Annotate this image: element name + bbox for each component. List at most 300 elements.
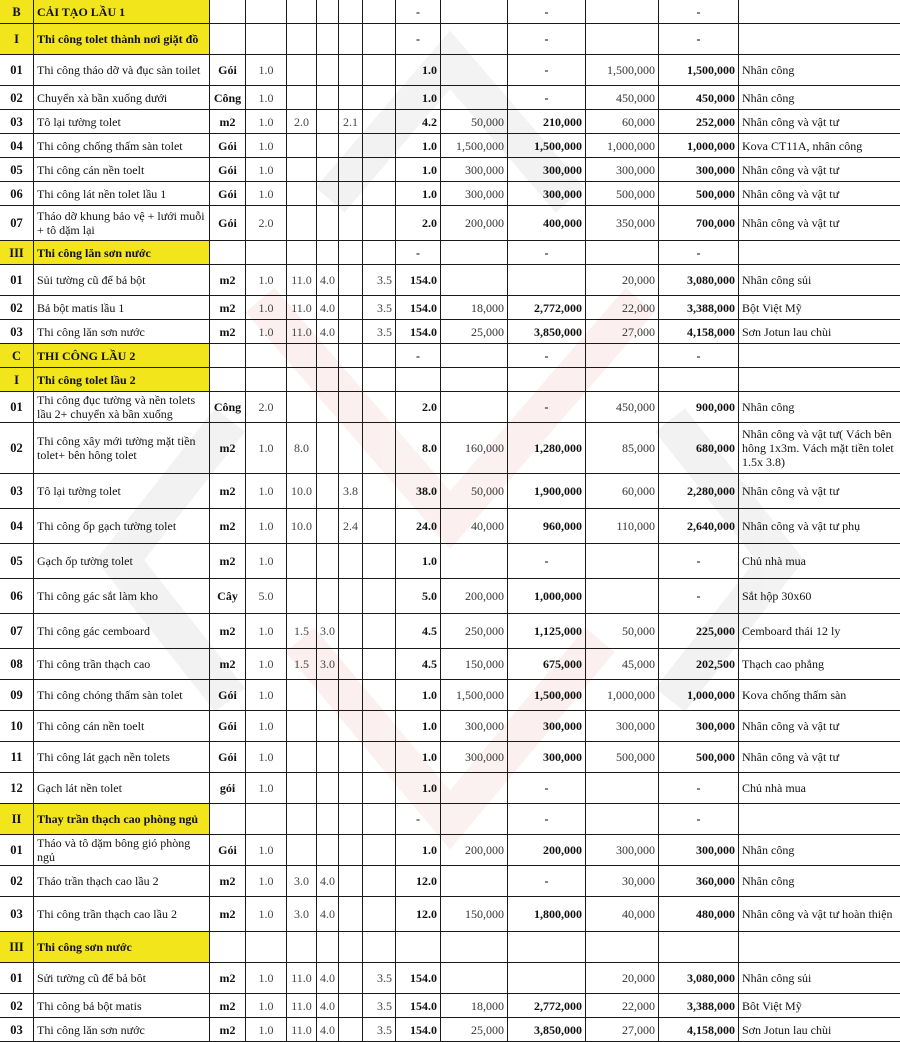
dim-cell bbox=[339, 392, 363, 423]
dim-cell: 4.0 bbox=[317, 994, 339, 1018]
note-cell: Bôt Việt Mỹ bbox=[739, 994, 900, 1018]
dim-cell bbox=[317, 134, 339, 158]
labor-price-cell bbox=[586, 579, 659, 614]
dim-cell: 1.0 bbox=[246, 773, 287, 804]
unit-cell: m2 bbox=[210, 544, 246, 579]
dim-cell: 3.5 bbox=[363, 1018, 396, 1042]
dim-cell bbox=[363, 932, 396, 963]
dim-cell bbox=[363, 344, 396, 368]
item-number: 01 bbox=[0, 392, 34, 423]
item-description: Bả bột matis lầu 1 bbox=[34, 296, 210, 320]
item-number: 07 bbox=[0, 206, 34, 241]
dim-cell: 1.0 bbox=[246, 423, 287, 474]
dim-cell bbox=[339, 24, 363, 55]
table-row bbox=[0, 1018, 900, 1042]
dim-cell bbox=[317, 742, 339, 773]
section-number: III bbox=[0, 932, 34, 963]
labor-total-cell: 252,000 bbox=[659, 110, 739, 134]
dim-cell bbox=[339, 963, 363, 994]
dim-cell: 1.0 bbox=[246, 1018, 287, 1042]
dim-cell bbox=[287, 680, 317, 711]
dim-cell bbox=[363, 474, 396, 509]
table-row bbox=[0, 110, 900, 134]
dim-cell bbox=[287, 86, 317, 110]
quantity-cell: 1.0 bbox=[396, 711, 441, 742]
material-price-cell bbox=[441, 963, 508, 994]
dim-cell bbox=[363, 614, 396, 649]
labor-total-cell: 300,000 bbox=[659, 158, 739, 182]
item-description: Tô lại tường tolet bbox=[34, 474, 210, 509]
quantity-cell: 1.0 bbox=[396, 680, 441, 711]
dim-cell: 2.4 bbox=[339, 509, 363, 544]
labor-price-cell: 27,000 bbox=[586, 1018, 659, 1042]
labor-total-cell: 4,158,000 bbox=[659, 320, 739, 344]
labor-price-cell: 22,000 bbox=[586, 994, 659, 1018]
item-description: Thi công trần thạch cao lầu 2 bbox=[34, 897, 210, 932]
table-row bbox=[0, 649, 900, 680]
material-price-cell: 160,000 bbox=[441, 423, 508, 474]
dim-cell: 11.0 bbox=[287, 320, 317, 344]
material-total-cell: 300,000 bbox=[508, 182, 586, 206]
material-price-cell: 18,000 bbox=[441, 296, 508, 320]
labor-price-cell: 60,000 bbox=[586, 474, 659, 509]
item-description: Thi công gác sắt làm kho bbox=[34, 579, 210, 614]
table-row bbox=[0, 579, 900, 614]
note-cell: Kova chống thấm sàn bbox=[739, 680, 900, 711]
material-total-cell: 3,850,000 bbox=[508, 1018, 586, 1042]
material-total-cell: - bbox=[508, 55, 586, 86]
unit-cell: Cây bbox=[210, 579, 246, 614]
dim-cell bbox=[317, 24, 339, 55]
item-number: 04 bbox=[0, 509, 34, 544]
labor-total-cell bbox=[659, 932, 739, 963]
material-price-cell: 250,000 bbox=[441, 614, 508, 649]
table-row bbox=[0, 680, 900, 711]
table-row bbox=[0, 265, 900, 296]
quantity-cell: 4.5 bbox=[396, 614, 441, 649]
material-total-cell: 300,000 bbox=[508, 158, 586, 182]
section-title: Thi công sơn nước bbox=[34, 932, 210, 963]
table-row bbox=[0, 134, 900, 158]
quantity-cell: 154.0 bbox=[396, 265, 441, 296]
dim-cell bbox=[363, 392, 396, 423]
dim-cell bbox=[317, 182, 339, 206]
dim-cell bbox=[339, 182, 363, 206]
quantity-cell: 1.0 bbox=[396, 55, 441, 86]
quantity-cell: 1.0 bbox=[396, 158, 441, 182]
labor-total-cell: 225,000 bbox=[659, 614, 739, 649]
material-price-cell: 200,000 bbox=[441, 579, 508, 614]
material-total-cell: - bbox=[508, 241, 586, 265]
unit-cell bbox=[210, 344, 246, 368]
note-cell: Nhân công bbox=[739, 55, 900, 86]
item-number: 05 bbox=[0, 544, 34, 579]
labor-total-cell: 500,000 bbox=[659, 182, 739, 206]
material-price-cell: 150,000 bbox=[441, 897, 508, 932]
dim-cell bbox=[363, 773, 396, 804]
labor-price-cell: 50,000 bbox=[586, 614, 659, 649]
item-number: 02 bbox=[0, 296, 34, 320]
section-header-row bbox=[0, 932, 900, 963]
unit-cell: Gói bbox=[210, 134, 246, 158]
material-price-cell bbox=[441, 265, 508, 296]
table-row bbox=[0, 509, 900, 544]
note-cell bbox=[739, 344, 900, 368]
labor-price-cell: 45,000 bbox=[586, 649, 659, 680]
material-total-cell: 1,800,000 bbox=[508, 897, 586, 932]
dim-cell: 1.0 bbox=[246, 474, 287, 509]
dim-cell: 10.0 bbox=[287, 474, 317, 509]
quantity-cell: 154.0 bbox=[396, 320, 441, 344]
dim-cell: 1.0 bbox=[246, 509, 287, 544]
labor-total-cell: 1,500,000 bbox=[659, 55, 739, 86]
material-price-cell bbox=[441, 804, 508, 835]
item-number: 03 bbox=[0, 320, 34, 344]
item-description: Thi công lăn sơn nước bbox=[34, 1018, 210, 1042]
material-price-cell bbox=[441, 0, 508, 24]
labor-price-cell: 20,000 bbox=[586, 963, 659, 994]
dim-cell bbox=[287, 134, 317, 158]
quantity-cell: 1.0 bbox=[396, 742, 441, 773]
labor-total-cell: 360,000 bbox=[659, 866, 739, 897]
dim-cell bbox=[339, 368, 363, 392]
dim-cell bbox=[339, 241, 363, 265]
dim-cell bbox=[363, 368, 396, 392]
unit-cell: m2 bbox=[210, 296, 246, 320]
dim-cell bbox=[363, 55, 396, 86]
dim-cell: 1.5 bbox=[287, 614, 317, 649]
dim-cell: 1.0 bbox=[246, 866, 287, 897]
dim-cell bbox=[339, 344, 363, 368]
unit-cell bbox=[210, 241, 246, 265]
note-cell: Nhân công và vật tư bbox=[739, 182, 900, 206]
item-description: Thi công chống thấm sàn tolet bbox=[34, 134, 210, 158]
labor-total-cell: - bbox=[659, 24, 739, 55]
labor-total-cell: - bbox=[659, 773, 739, 804]
table-row bbox=[0, 994, 900, 1018]
item-number: 11 bbox=[0, 742, 34, 773]
item-number: 05 bbox=[0, 158, 34, 182]
labor-price-cell bbox=[586, 932, 659, 963]
note-cell bbox=[739, 0, 900, 24]
dim-cell: 2.0 bbox=[246, 206, 287, 241]
material-price-cell: 40,000 bbox=[441, 509, 508, 544]
unit-cell: Gói bbox=[210, 711, 246, 742]
section-header-row bbox=[0, 368, 900, 392]
dim-cell bbox=[339, 866, 363, 897]
material-total-cell: 400,000 bbox=[508, 206, 586, 241]
dim-cell bbox=[317, 392, 339, 423]
labor-total-cell: 4,158,000 bbox=[659, 1018, 739, 1042]
labor-total-cell: 2,640,000 bbox=[659, 509, 739, 544]
section-title: THI CÔNG LẦU 2 bbox=[34, 344, 210, 368]
section-number: C bbox=[0, 344, 34, 368]
unit-cell: Công bbox=[210, 392, 246, 423]
table-row bbox=[0, 296, 900, 320]
labor-total-cell: 3,388,000 bbox=[659, 296, 739, 320]
dim-cell: 1.0 bbox=[246, 680, 287, 711]
dim-cell bbox=[287, 804, 317, 835]
dim-cell bbox=[363, 0, 396, 24]
dim-cell bbox=[246, 368, 287, 392]
note-cell bbox=[739, 368, 900, 392]
labor-price-cell: 1,500,000 bbox=[586, 55, 659, 86]
dim-cell bbox=[317, 544, 339, 579]
dim-cell bbox=[246, 0, 287, 24]
section-header-row bbox=[0, 0, 900, 24]
section-title: Thay trần thạch cao phòng ngủ bbox=[34, 804, 210, 835]
note-cell: Sơn Jotun lau chùi bbox=[739, 1018, 900, 1042]
material-price-cell bbox=[441, 368, 508, 392]
table-row bbox=[0, 182, 900, 206]
dim-cell bbox=[287, 158, 317, 182]
dim-cell bbox=[339, 296, 363, 320]
dim-cell: 4.0 bbox=[317, 320, 339, 344]
labor-price-cell: 350,000 bbox=[586, 206, 659, 241]
item-description: Tháo dỡ khung bảo vệ + lưới muỗi + tô dặm lại bbox=[34, 206, 210, 241]
labor-total-cell: - bbox=[659, 804, 739, 835]
note-cell: Nhân công và vật tư bbox=[739, 711, 900, 742]
quantity-cell: 12.0 bbox=[396, 866, 441, 897]
section-number: III bbox=[0, 241, 34, 265]
item-description: Gạch lát nền tolet bbox=[34, 773, 210, 804]
note-cell: Cemboard thái 12 ly bbox=[739, 614, 900, 649]
material-total-cell: - bbox=[508, 392, 586, 423]
section-header-row bbox=[0, 344, 900, 368]
dim-cell bbox=[287, 544, 317, 579]
quantity-cell: 12.0 bbox=[396, 897, 441, 932]
section-number: I bbox=[0, 24, 34, 55]
note-cell: Nhân công sủi bbox=[739, 963, 900, 994]
labor-price-cell bbox=[586, 368, 659, 392]
material-total-cell: 3,850,000 bbox=[508, 320, 586, 344]
labor-total-cell: 3,080,000 bbox=[659, 265, 739, 296]
dim-cell: 1.0 bbox=[246, 134, 287, 158]
dim-cell bbox=[287, 835, 317, 866]
dim-cell bbox=[317, 509, 339, 544]
labor-price-cell: 500,000 bbox=[586, 742, 659, 773]
unit-cell: m2 bbox=[210, 509, 246, 544]
dim-cell bbox=[363, 86, 396, 110]
quantity-cell: 2.0 bbox=[396, 206, 441, 241]
material-total-cell bbox=[508, 932, 586, 963]
dim-cell: 1.0 bbox=[246, 835, 287, 866]
note-cell: Sắt hộp 30x60 bbox=[739, 579, 900, 614]
quantity-cell: 1.0 bbox=[396, 773, 441, 804]
dim-cell bbox=[287, 55, 317, 86]
item-description: Thi công cán nền toelt bbox=[34, 711, 210, 742]
dim-cell bbox=[339, 544, 363, 579]
section-title: Thi công tolet thành nơi giặt đồ bbox=[34, 24, 210, 55]
dim-cell: 1.5 bbox=[287, 649, 317, 680]
material-price-cell: 200,000 bbox=[441, 835, 508, 866]
material-total-cell: 1,500,000 bbox=[508, 680, 586, 711]
dim-cell: 4.0 bbox=[317, 1018, 339, 1042]
dim-cell bbox=[287, 344, 317, 368]
unit-cell: Gói bbox=[210, 835, 246, 866]
dim-cell: 11.0 bbox=[287, 994, 317, 1018]
table-row bbox=[0, 423, 900, 474]
table-row bbox=[0, 711, 900, 742]
item-description: Thi công trần thạch cao bbox=[34, 649, 210, 680]
item-number: 02 bbox=[0, 86, 34, 110]
quantity-cell: - bbox=[396, 241, 441, 265]
quantity-cell: 4.5 bbox=[396, 649, 441, 680]
table-row bbox=[0, 158, 900, 182]
dim-cell bbox=[339, 579, 363, 614]
dim-cell bbox=[246, 24, 287, 55]
dim-cell bbox=[287, 368, 317, 392]
item-number: 03 bbox=[0, 474, 34, 509]
material-price-cell bbox=[441, 544, 508, 579]
note-cell: Bột Việt Mỹ bbox=[739, 296, 900, 320]
labor-price-cell: 500,000 bbox=[586, 182, 659, 206]
dim-cell bbox=[317, 835, 339, 866]
dim-cell: 1.0 bbox=[246, 55, 287, 86]
dim-cell bbox=[317, 579, 339, 614]
dim-cell bbox=[246, 932, 287, 963]
dim-cell: 3.5 bbox=[363, 963, 396, 994]
quantity-cell: 24.0 bbox=[396, 509, 441, 544]
labor-total-cell: 680,000 bbox=[659, 423, 739, 474]
dim-cell: 3.8 bbox=[339, 474, 363, 509]
material-price-cell bbox=[441, 866, 508, 897]
labor-total-cell: 300,000 bbox=[659, 835, 739, 866]
dim-cell: 1.0 bbox=[246, 110, 287, 134]
quantity-cell: 8.0 bbox=[396, 423, 441, 474]
material-price-cell bbox=[441, 344, 508, 368]
dim-cell: 3.0 bbox=[287, 866, 317, 897]
material-total-cell bbox=[508, 368, 586, 392]
quantity-cell: 1.0 bbox=[396, 182, 441, 206]
dim-cell bbox=[339, 320, 363, 344]
material-total-cell: - bbox=[508, 544, 586, 579]
dim-cell: 1.0 bbox=[246, 158, 287, 182]
material-price-cell bbox=[441, 773, 508, 804]
item-description: Thi công gác cemboard bbox=[34, 614, 210, 649]
labor-total-cell: 450,000 bbox=[659, 86, 739, 110]
material-total-cell: - bbox=[508, 773, 586, 804]
section-number: II bbox=[0, 804, 34, 835]
quantity-cell: - bbox=[396, 0, 441, 24]
item-number: 04 bbox=[0, 134, 34, 158]
dim-cell: 5.0 bbox=[246, 579, 287, 614]
dim-cell bbox=[317, 0, 339, 24]
table-row bbox=[0, 55, 900, 86]
labor-total-cell: 2,280,000 bbox=[659, 474, 739, 509]
dim-cell bbox=[246, 344, 287, 368]
table-row bbox=[0, 835, 900, 866]
material-price-cell: 300,000 bbox=[441, 711, 508, 742]
item-number: 03 bbox=[0, 1018, 34, 1042]
material-total-cell: - bbox=[508, 344, 586, 368]
dim-cell: 8.0 bbox=[287, 423, 317, 474]
labor-price-cell: 40,000 bbox=[586, 897, 659, 932]
unit-cell bbox=[210, 368, 246, 392]
labor-price-cell: 1,000,000 bbox=[586, 134, 659, 158]
dim-cell bbox=[363, 866, 396, 897]
note-cell: Nhân công và vật tư bbox=[739, 206, 900, 241]
item-number: 03 bbox=[0, 110, 34, 134]
note-cell: Nhân công và vật tư bbox=[739, 158, 900, 182]
unit-cell: gói bbox=[210, 773, 246, 804]
labor-price-cell bbox=[586, 24, 659, 55]
material-price-cell: 25,000 bbox=[441, 320, 508, 344]
item-number: 12 bbox=[0, 773, 34, 804]
item-description: Tháo và tô dặm bông gió phòng ngủ bbox=[34, 835, 210, 866]
labor-total-cell: 500,000 bbox=[659, 742, 739, 773]
section-header-row bbox=[0, 804, 900, 835]
dim-cell bbox=[317, 344, 339, 368]
labor-price-cell bbox=[586, 544, 659, 579]
material-total-cell: 200,000 bbox=[508, 835, 586, 866]
material-total-cell: 300,000 bbox=[508, 711, 586, 742]
unit-cell bbox=[210, 804, 246, 835]
dim-cell bbox=[339, 86, 363, 110]
dim-cell bbox=[317, 932, 339, 963]
labor-price-cell bbox=[586, 804, 659, 835]
item-description: Thi công xây mới tường mặt tiền tolet+ bên hông tolet bbox=[34, 423, 210, 474]
quantity-cell: 1.0 bbox=[396, 86, 441, 110]
note-cell bbox=[739, 932, 900, 963]
labor-price-cell bbox=[586, 773, 659, 804]
material-price-cell: 1,500,000 bbox=[441, 680, 508, 711]
item-description: Thi công bả bột matis bbox=[34, 994, 210, 1018]
unit-cell: Gói bbox=[210, 206, 246, 241]
material-total-cell: 2,772,000 bbox=[508, 994, 586, 1018]
note-cell: Nhân công bbox=[739, 392, 900, 423]
dim-cell bbox=[287, 773, 317, 804]
labor-total-cell: - bbox=[659, 544, 739, 579]
note-cell: Nhân công và vật tư( Vách bên hông 1x3m. Vách mặt tiền tolet 1.5x 3.8) bbox=[739, 423, 900, 474]
dim-cell bbox=[287, 182, 317, 206]
item-description: Tháo trần thạch cao lầu 2 bbox=[34, 866, 210, 897]
material-total-cell: 960,000 bbox=[508, 509, 586, 544]
labor-price-cell: 450,000 bbox=[586, 86, 659, 110]
dim-cell bbox=[339, 55, 363, 86]
item-description: Thi công tháo dỡ và đục sàn toilet bbox=[34, 55, 210, 86]
item-number: 06 bbox=[0, 579, 34, 614]
material-total-cell: 675,000 bbox=[508, 649, 586, 680]
item-description: Thi công chóng thấm sàn tolet bbox=[34, 680, 210, 711]
table-row bbox=[0, 86, 900, 110]
material-total-cell: - bbox=[508, 0, 586, 24]
dim-cell: 4.0 bbox=[317, 866, 339, 897]
dim-cell bbox=[363, 680, 396, 711]
item-number: 01 bbox=[0, 963, 34, 994]
item-description: Sủi tường cũ để bả bột bbox=[34, 265, 210, 296]
dim-cell: 10.0 bbox=[287, 509, 317, 544]
labor-total-cell: - bbox=[659, 0, 739, 24]
dim-cell bbox=[339, 804, 363, 835]
table-row bbox=[0, 206, 900, 241]
item-number: 07 bbox=[0, 614, 34, 649]
item-number: 01 bbox=[0, 265, 34, 296]
section-number: B bbox=[0, 0, 34, 24]
quantity-cell: - bbox=[396, 804, 441, 835]
material-total-cell: - bbox=[508, 866, 586, 897]
material-total-cell: - bbox=[508, 804, 586, 835]
dim-cell: 4.0 bbox=[317, 963, 339, 994]
material-total-cell: 1,280,000 bbox=[508, 423, 586, 474]
dim-cell bbox=[339, 158, 363, 182]
section-title: Thi công tolet lầu 2 bbox=[34, 368, 210, 392]
material-price-cell bbox=[441, 932, 508, 963]
material-price-cell: 18,000 bbox=[441, 994, 508, 1018]
unit-cell: Gói bbox=[210, 182, 246, 206]
note-cell bbox=[739, 24, 900, 55]
material-total-cell: 210,000 bbox=[508, 110, 586, 134]
